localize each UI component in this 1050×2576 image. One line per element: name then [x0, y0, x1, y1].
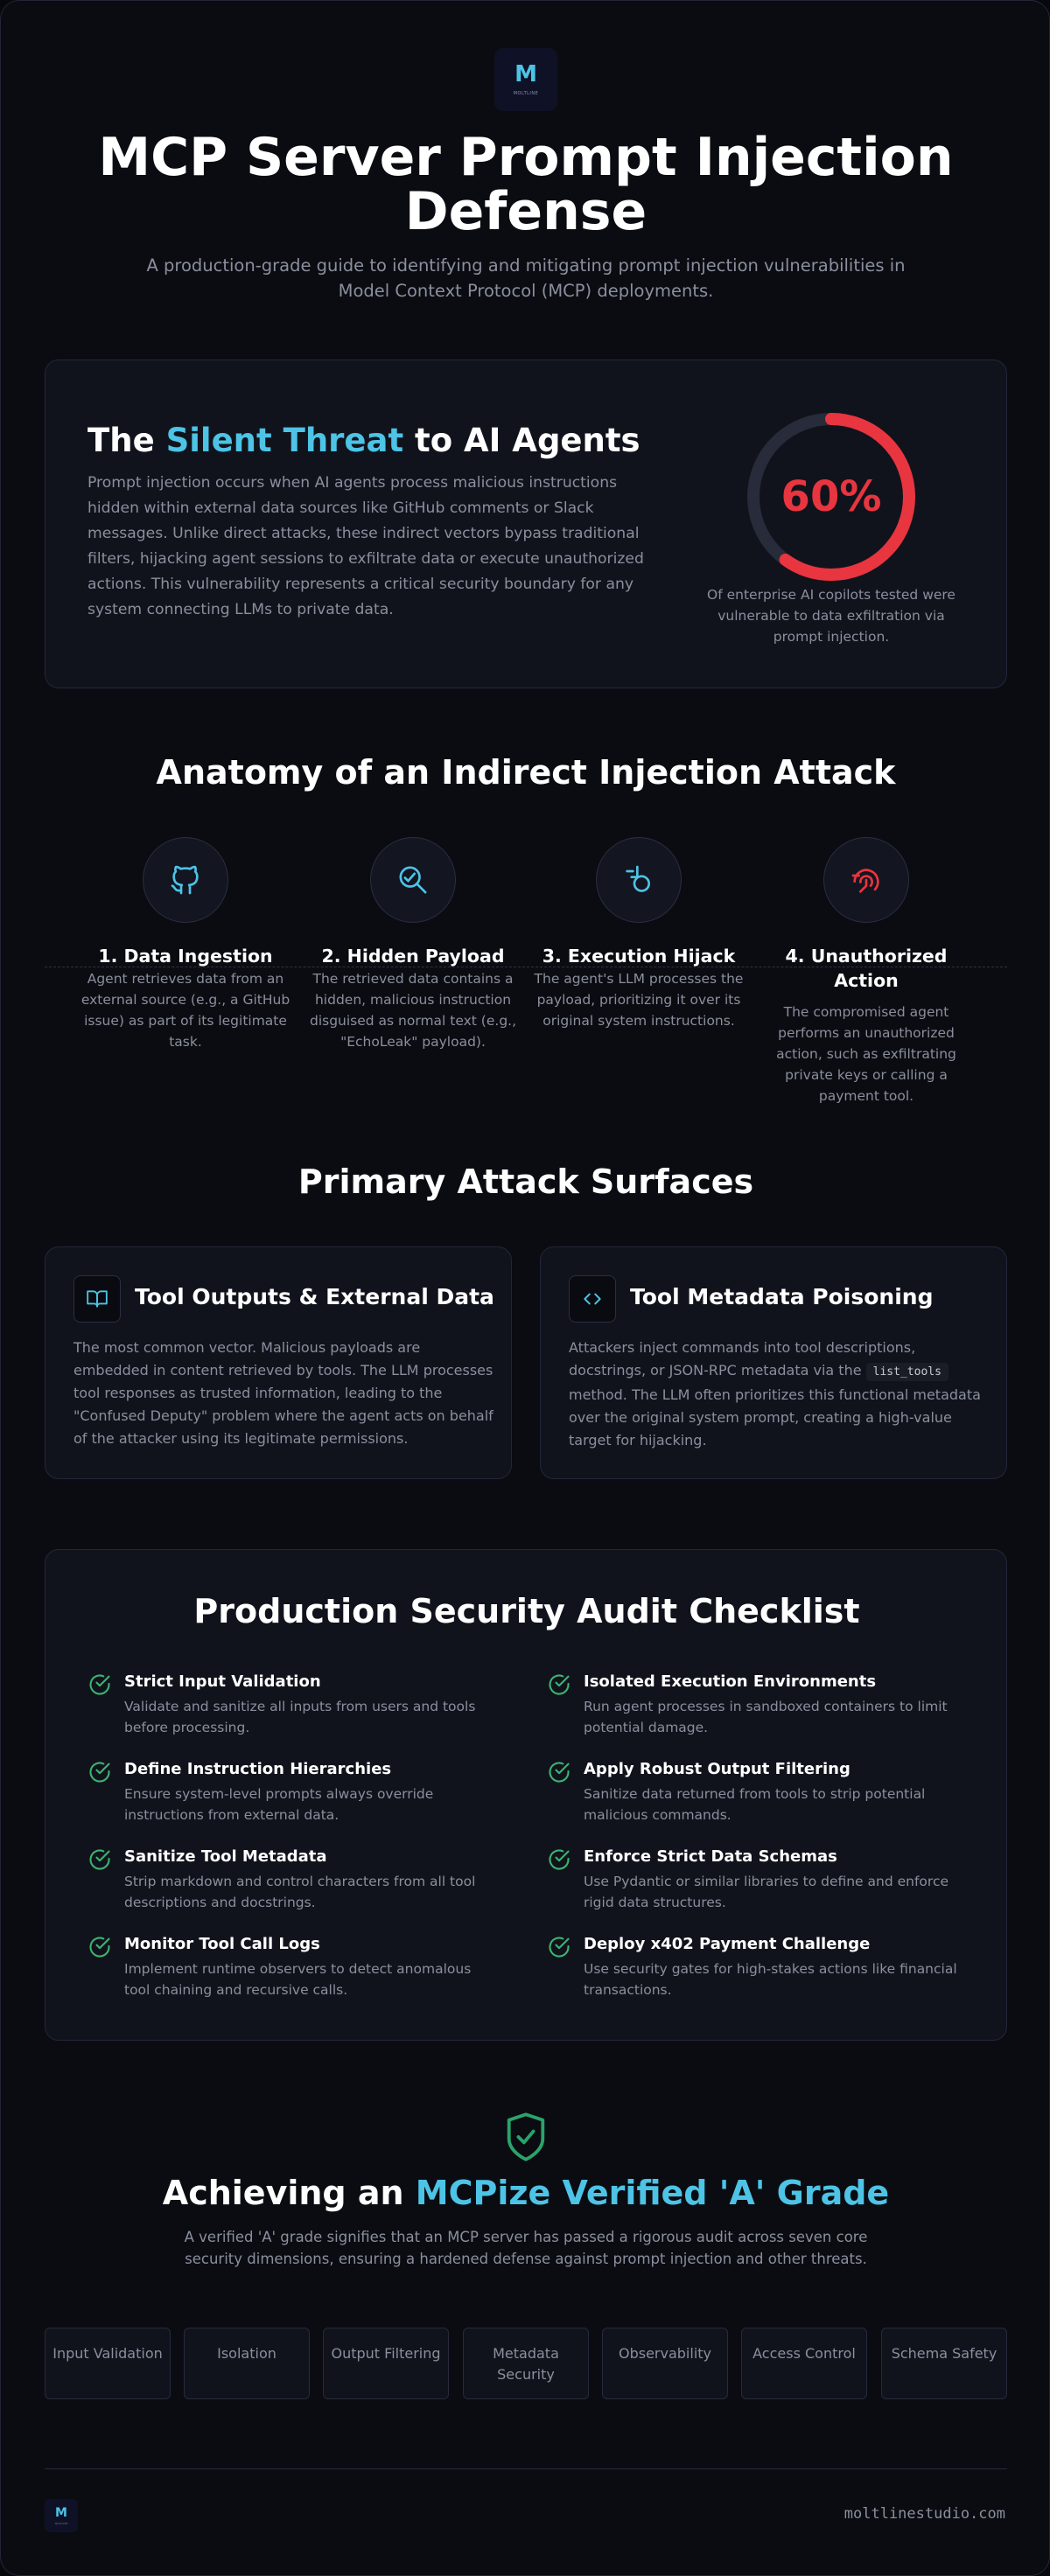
- step-description: The compromised agent performs an unauthorized action, such as exfiltrating private keys or calling a payment tool.: [776, 1004, 956, 1104]
- checklist-item-desc: Strip markdown and control characters from all tool descriptions and docstrings.: [124, 1874, 476, 1910]
- checklist-item-desc: Use security gates for high-stakes actions like financial transactions.: [584, 1961, 957, 1998]
- github-icon: [143, 837, 228, 923]
- check-circle-icon: [547, 1760, 571, 1784]
- step-title: 2. Hidden Payload: [321, 946, 505, 967]
- pointer-icon: [596, 837, 682, 923]
- dimension-pill: Isolation: [184, 2328, 310, 2399]
- check-circle-icon: [547, 1847, 571, 1872]
- stat-caption: Of enterprise AI copilots tested were vulnerable to data exfiltration via prompt injection.: [707, 587, 956, 645]
- checklist-item-name: Isolated Execution Environments: [584, 1672, 877, 1691]
- checklist-item-name: Deploy x402 Payment Challenge: [584, 1935, 871, 1953]
- check-circle-icon: [88, 1672, 112, 1697]
- check-circle-icon: [88, 1847, 112, 1872]
- step-description: The retrieved data contains a hidden, malicious instruction disguised as normal text (e.g., "EchoLeak" payload).: [309, 971, 517, 1050]
- checklist-item-desc: Sanitize data returned from tools to strip potential malicious commands.: [584, 1786, 926, 1823]
- logo-letter: M: [514, 61, 537, 87]
- checklist-item-name: Define Instruction Hierarchies: [124, 1760, 392, 1778]
- dimension-pill: Schema Safety: [881, 2328, 1007, 2399]
- checklist-item-desc: Validate and sanitize all inputs from users and tools before processing.: [124, 1699, 476, 1735]
- surface-body: The most common vector. Malicious payloads are embedded in content retrieved by tools. The LLM processes tool responses as trusted information, leading to the "Confused Deputy" problem where the agent acts on behalf of the attacker using its legitimate permissions.: [74, 1339, 494, 1447]
- code-icon: [569, 1275, 616, 1323]
- surface-title: Tool Outputs & External Data: [135, 1284, 494, 1309]
- stat-donut: [735, 401, 928, 593]
- checklist-item-desc: Ensure system-level prompts always override instructions from external data.: [124, 1786, 434, 1823]
- step-title: 3. Execution Hijack: [542, 946, 736, 967]
- footer-logo-letter: M: [55, 2505, 67, 2520]
- checklist-item-desc: Use Pydantic or similar libraries to define and enforce rigid data structures.: [584, 1874, 949, 1910]
- surface-title: Tool Metadata Poisoning: [630, 1284, 934, 1309]
- surface-body-end: method. The LLM often prioritizes this functional metadata over the original system prompt, creating a high-value target for hijacking.: [569, 1386, 981, 1449]
- surfaces-title: Primary Attack Surfaces: [298, 1162, 754, 1201]
- threat-body: Prompt injection occurs when AI agents process malicious instructions hidden within external data sources like GitHub comments or Slack messages. Unlike direct attacks, these indirect vectors bypass traditional filters, hijacking agent sessions to exfiltrate data or execute unauthorized actions. This vulnerability represents a critical security boundary for any system connecting LLMs to private data.: [88, 474, 644, 618]
- grade-title-accent: MCPize Verified 'A' Grade: [415, 2174, 890, 2212]
- dimension-pill: Output Filtering: [323, 2328, 449, 2399]
- page-title: MCP Server Prompt Injection Defense: [98, 127, 954, 242]
- threat-title: [88, 422, 640, 459]
- fingerprint-icon: [823, 837, 909, 923]
- grade-title: [1, 2174, 1050, 2212]
- logo-caption: MOLTLINE: [513, 91, 539, 96]
- anatomy-title: Anatomy of an Indirect Injection Attack: [156, 753, 896, 792]
- surface-body: [569, 1337, 989, 1452]
- checklist-item-name: Apply Robust Output Filtering: [584, 1760, 850, 1778]
- footer-url[interactable]: moltlinestudio.com: [844, 2505, 1005, 2523]
- step-title: 4. Unauthorized Action: [785, 946, 948, 991]
- stat-value: 60%: [780, 472, 882, 521]
- brand-logo: [494, 48, 557, 111]
- footer-divider: [45, 2468, 1007, 2469]
- step-description: The agent's LLM processes the payload, prioritizing it over its original system instructions.: [534, 971, 744, 1029]
- surface-card: [45, 1246, 512, 1479]
- checklist-card: [45, 1549, 1007, 2041]
- step-description: Agent retrieves data from an external source (e.g., a GitHub issue) as part of its legitimate task.: [80, 971, 290, 1050]
- anatomy-step: [73, 837, 298, 1052]
- checklist-item-name: Sanitize Tool Metadata: [124, 1847, 327, 1866]
- surface-body-start: Attackers inject commands into tool descriptions, docstrings, or JSON-RPC metadata via the: [569, 1339, 916, 1379]
- checklist-item-name: Monitor Tool Call Logs: [124, 1935, 320, 1953]
- dimension-pill: Input Validation: [45, 2328, 171, 2399]
- grade-body: A verified 'A' grade signifies that an MCP server has passed a rigorous audit across seven core security dimensions, ensuring a hardened defense against prompt injection and other threats.: [184, 2229, 868, 2267]
- checklist-title: Production Security Audit Checklist: [193, 1592, 860, 1630]
- check-circle-icon: [88, 1760, 112, 1784]
- dimension-pill: Metadata Security: [463, 2328, 589, 2399]
- anatomy-step: [300, 837, 526, 1052]
- checklist-item-name: Strict Input Validation: [124, 1672, 321, 1691]
- threat-card: [45, 360, 1007, 688]
- threat-title-suffix: to AI Agents: [403, 422, 640, 459]
- check-circle-icon: [547, 1935, 571, 1959]
- check-circle-icon: [88, 1935, 112, 1959]
- anatomy-step: [526, 837, 752, 1031]
- footer-logo: [45, 2499, 78, 2532]
- footer-logo-caption: MOLTLINE: [54, 2521, 68, 2525]
- step-title: 1. Data Ingestion: [98, 946, 273, 967]
- checklist-item-desc: Run agent processes in sandboxed containers to limit potential damage.: [584, 1699, 948, 1735]
- search-icon: [370, 837, 456, 923]
- anatomy-step: [753, 837, 979, 1106]
- check-circle-icon: [547, 1672, 571, 1697]
- grade-title-prefix: Achieving an: [162, 2174, 416, 2212]
- threat-title-accent: Silent Threat: [165, 422, 404, 459]
- threat-title-prefix: The: [88, 422, 166, 459]
- code-snippet: list_tools: [866, 1363, 948, 1381]
- dimension-pill: Access Control: [741, 2328, 867, 2399]
- checklist-item-desc: Implement runtime observers to detect anomalous tool chaining and recursive calls.: [124, 1961, 472, 1998]
- checklist-item-name: Enforce Strict Data Schemas: [584, 1847, 837, 1866]
- shield-check-icon: [503, 2111, 549, 2163]
- surface-card: [540, 1246, 1007, 1479]
- book-icon: [74, 1275, 121, 1323]
- page-subtitle: A production-grade guide to identifying and mitigating prompt injection vulnerabilities in Model Context Protocol (MCP) deployments.: [146, 255, 906, 301]
- dimension-pill: Observability: [602, 2328, 728, 2399]
